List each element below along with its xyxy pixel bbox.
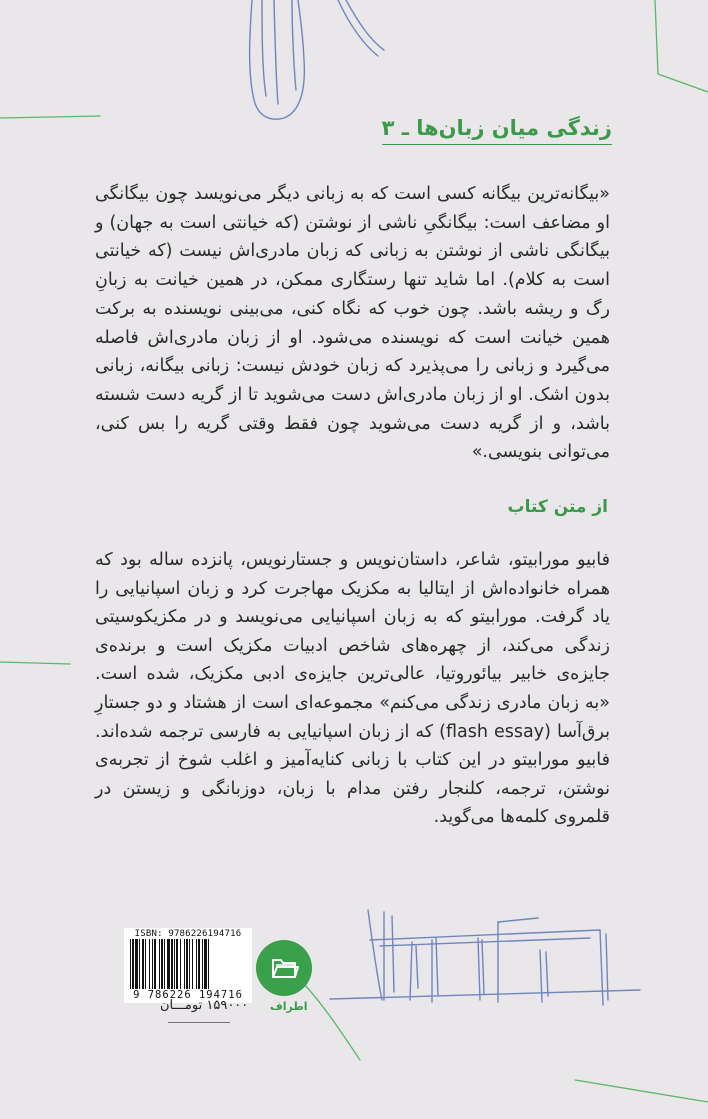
- barcode-graphic: [128, 939, 248, 989]
- isbn-digits: 9 786226 194716: [133, 989, 243, 1001]
- publisher-logo: [256, 940, 312, 996]
- isbn-label: ISBN: 9786226194716: [134, 929, 242, 939]
- price-label: ۱۵۹۰۰۰ تومـــان: [160, 998, 249, 1013]
- author-and-book-description: فابیو مورابیتو، شاعر، داستان‌نویس و جستارنویس، پانزده ساله بود که همراه خانواده‌اش از ایتالیا به مکزیک مهاجرت کرد و زبان اسپانیایی را یاد گرفت. مورابیتو که به زبان اسپانیایی می‌نویسد و در مکزیکوسیتی زندگی می‌کند، از چهره‌های شاخص ادبیات مکزیک است و برنده‌ی جایزه‌ی خابیر بیائوروتیا، عالی‌ترین جایزه‌ی ادبی مکزیک، شده است. «به زبان مادری زندگی می‌کنم» مجموعه‌ای است از هشتاد و دو جستارِ برق‌آسا (flash essay) که از زبان اسپانیایی به فارسی ترجمه شده‌اند. فابیو مورابیتو در این کتاب با زبانی کنایه‌آمیز و اغلب شوخ از تجربه‌ی نوشتن، ترجمه، کلنجار رفتن مدام با زبان، دوزبانگی و زیستن در قلمروی کلمه‌ها می‌گوید.: [95, 550, 611, 828]
- open-folder-icon: [267, 951, 301, 985]
- quote-source-label: از متن کتاب: [507, 497, 608, 517]
- series-title: زندگی میان زبان‌ها ـ ۳: [382, 116, 612, 145]
- price-underline: [168, 1022, 230, 1023]
- book-excerpt-quote: «بیگانه‌ترین بیگانه کسی است که به زبانی دیگر می‌نویسد چون بیگانگی او مضاعف است: بیگانگیِ ناشی از نوشتن (که خیانتی است به جهان) و بیگانگی ناشی از نوشتن به زبانی که زبان مادری‌اش نیست (که خیانتی است به کلام). اما شاید تنها رستگاری ممکن، در همین خیانت به زبانِ رگ و ریشه باشد. چون خوب که نگاه کنی، می‌بینی نویسنده به برکت همین خیانت است که نویسنده می‌شود. او از زبان مادری‌اش فاصله می‌گیرد و زبانی را می‌پذیرد که زبان خودش نیست: زبانی بیگانه، زبانی بدون اشک. او از زبان مادری‌اش دست می‌شوید تا از گریه دست شسته باشد، و از گریه دست می‌شوید چون فقط وقتی گریه را بس کنی، می‌توانی بنویسی.»: [95, 184, 610, 463]
- publisher-name: اطراف: [270, 1000, 308, 1013]
- isbn-barcode: [124, 928, 252, 1003]
